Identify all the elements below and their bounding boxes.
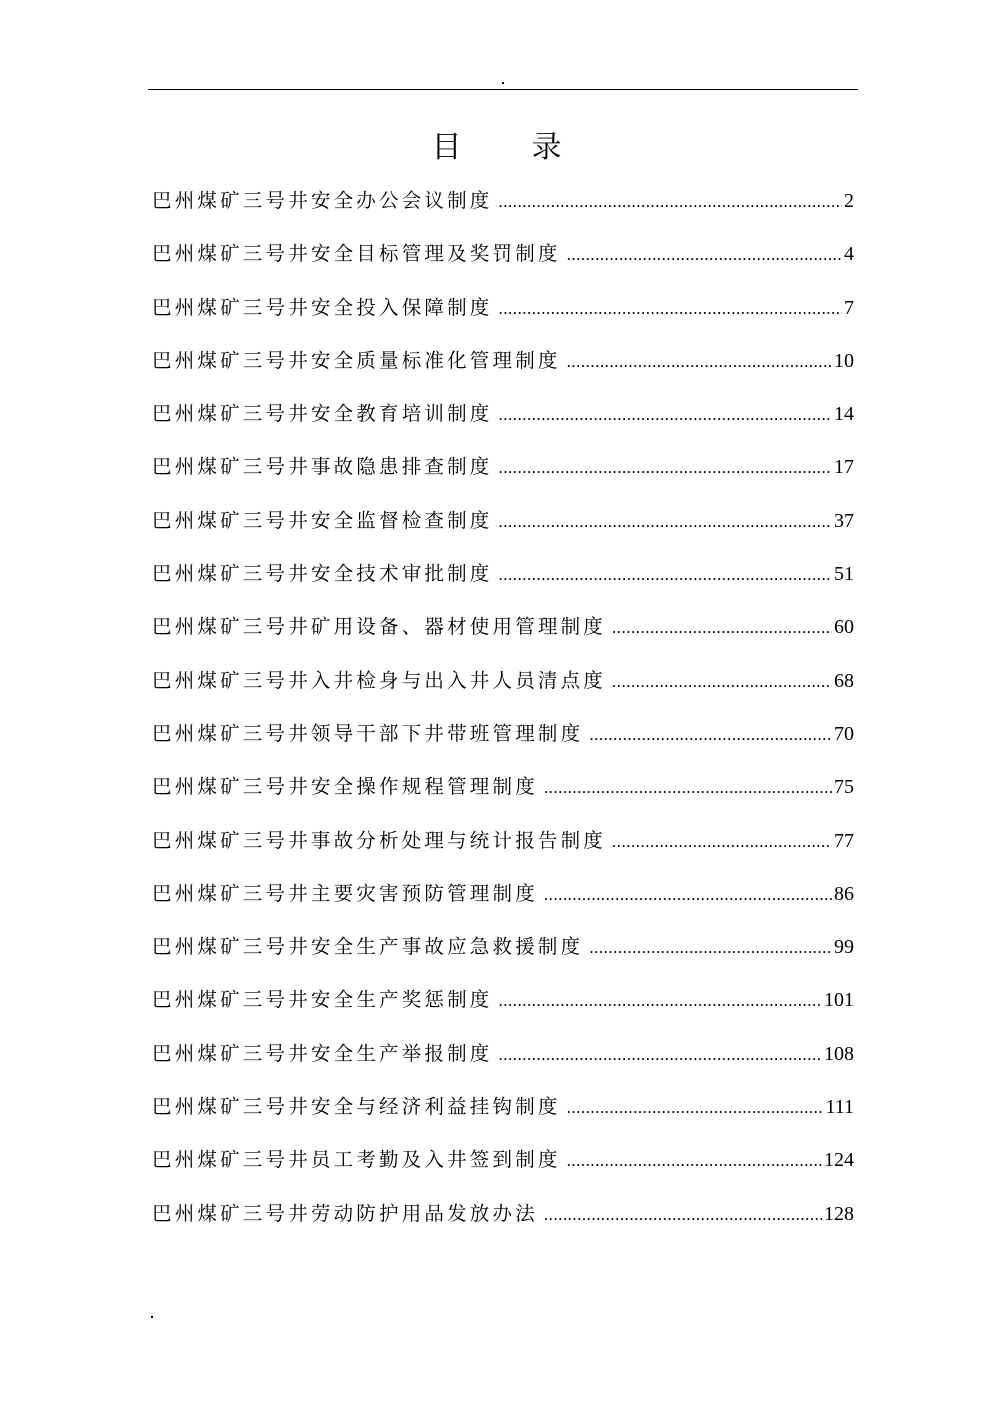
toc-entry[interactable]: [152, 341, 854, 394]
toc-page-number: 2: [844, 190, 854, 212]
toc-entry-title: 巴州煤矿三号井事故隐患排查制度: [152, 455, 493, 479]
toc-page-number: 75: [834, 776, 854, 799]
toc-dot-leader: [499, 555, 832, 595]
toc-entry[interactable]: [152, 1194, 854, 1247]
toc-page-number: 108: [824, 1042, 854, 1065]
toc-entry[interactable]: [152, 181, 854, 234]
toc-entry[interactable]: [152, 447, 854, 500]
toc-page-number: 124: [824, 1149, 854, 1172]
toc-page-number: 17: [834, 456, 854, 479]
toc-dot-leader: [544, 768, 832, 808]
header-rule: [148, 89, 858, 90]
toc-page-number: 99: [834, 936, 854, 959]
toc-page-number: 14: [834, 403, 854, 426]
toc-entry-title: 巴州煤矿三号井安全教育培训制度: [152, 402, 493, 426]
toc-dot-leader: [499, 289, 842, 329]
toc-entry-title: 巴州煤矿三号井安全质量标准化管理制度: [152, 348, 561, 372]
toc-entry-title: 巴州煤矿三号井安全投入保障制度: [152, 295, 493, 319]
toc-entry[interactable]: [152, 554, 854, 607]
toc-page-number: 77: [834, 829, 854, 852]
toc-dot-leader: [499, 981, 822, 1021]
toc-entry-title: 巴州煤矿三号井矿用设备、器材使用管理制度: [152, 615, 607, 639]
toc-page-number: 4: [844, 243, 854, 266]
page-title: [0, 122, 993, 166]
toc-entry-title: 巴州煤矿三号井安全生产奖惩制度: [152, 988, 493, 1012]
toc-page-number: 60: [834, 616, 854, 639]
toc-entry-title: 巴州煤矿三号井安全与经济利益挂钩制度: [152, 1095, 561, 1119]
toc-entry-title: 巴州煤矿三号井安全目标管理及奖罚制度: [152, 242, 561, 266]
toc-page-number: 10: [834, 349, 854, 372]
toc-page-number: 86: [834, 882, 854, 905]
toc-entry[interactable]: [152, 234, 854, 287]
toc-entry-title: 巴州煤矿三号井入井检身与出入井人员清点度: [152, 668, 607, 692]
toc-entry-title: 巴州煤矿三号井安全生产举报制度: [152, 1041, 493, 1065]
toc-page-number: 70: [834, 722, 854, 745]
toc-entry-title: 巴州煤矿三号井主要灾害预防管理制度: [152, 881, 538, 905]
toc-page-number: 128: [824, 1202, 854, 1225]
toc-dot-leader: [544, 875, 832, 915]
toc-entry[interactable]: [152, 661, 854, 714]
toc-entry[interactable]: [152, 874, 854, 927]
title-char-1: 目: [431, 130, 462, 165]
toc-entry[interactable]: [152, 607, 854, 660]
toc-dot-leader: [589, 715, 832, 755]
toc-dot-leader: [567, 342, 832, 382]
toc-dot-leader: [589, 928, 832, 968]
toc-dot-leader: [567, 1141, 822, 1181]
toc-entry-title: 巴州煤矿三号井安全生产事故应急救援制度: [152, 935, 584, 959]
toc-dot-leader: [499, 395, 832, 435]
toc-dot-leader: [567, 1088, 824, 1128]
header-dot: [502, 82, 504, 84]
toc-dot-leader: [612, 662, 832, 702]
toc-dot-leader: [544, 1195, 822, 1235]
toc-entry-title: 巴州煤矿三号井安全操作规程管理制度: [152, 775, 538, 799]
toc-page-number: 111: [825, 1096, 854, 1119]
toc-page-number: 37: [834, 509, 854, 532]
toc-page-number: 68: [834, 669, 854, 692]
toc-entry[interactable]: [152, 1087, 854, 1140]
footer-dot: [151, 1316, 153, 1318]
toc-entry-title: 巴州煤矿三号井安全技术审批制度: [152, 562, 493, 586]
toc-entry[interactable]: [152, 1140, 854, 1193]
toc-entry-title: 巴州煤矿三号井员工考勤及入井签到制度: [152, 1148, 561, 1172]
toc-entry-title: 巴州煤矿三号井事故分析处理与统计报告制度: [152, 828, 607, 852]
toc-dot-leader: [612, 608, 832, 648]
toc-dot-leader: [499, 448, 832, 488]
toc-dot-leader: [567, 235, 842, 275]
toc-entry-title: 巴州煤矿三号井劳动防护用品发放办法: [152, 1201, 538, 1225]
toc-page-number: 7: [844, 296, 854, 319]
toc-entry[interactable]: [152, 394, 854, 447]
toc-page-number: 101: [824, 989, 854, 1012]
toc-entry-title: 巴州煤矿三号井安全监督检查制度: [152, 508, 493, 532]
toc-entry-title: 巴州煤矿三号井安全办公会议制度: [152, 189, 493, 212]
toc-entry[interactable]: [152, 1034, 854, 1087]
table-of-contents: [152, 181, 854, 1247]
toc-entry[interactable]: [152, 980, 854, 1033]
toc-entry[interactable]: [152, 767, 854, 820]
toc-entry[interactable]: [152, 288, 854, 341]
toc-entry[interactable]: [152, 927, 854, 980]
toc-entry[interactable]: [152, 501, 854, 554]
toc-entry-title: 巴州煤矿三号井领导干部下井带班管理制度: [152, 721, 584, 745]
toc-dot-leader: [499, 1035, 822, 1075]
toc-dot-leader: [499, 182, 842, 222]
toc-dot-leader: [612, 822, 832, 862]
toc-dot-leader: [499, 502, 832, 542]
toc-entry[interactable]: [152, 714, 854, 767]
title-char-2: 录: [531, 130, 562, 165]
toc-entry[interactable]: [152, 821, 854, 874]
toc-page-number: 51: [834, 563, 854, 586]
